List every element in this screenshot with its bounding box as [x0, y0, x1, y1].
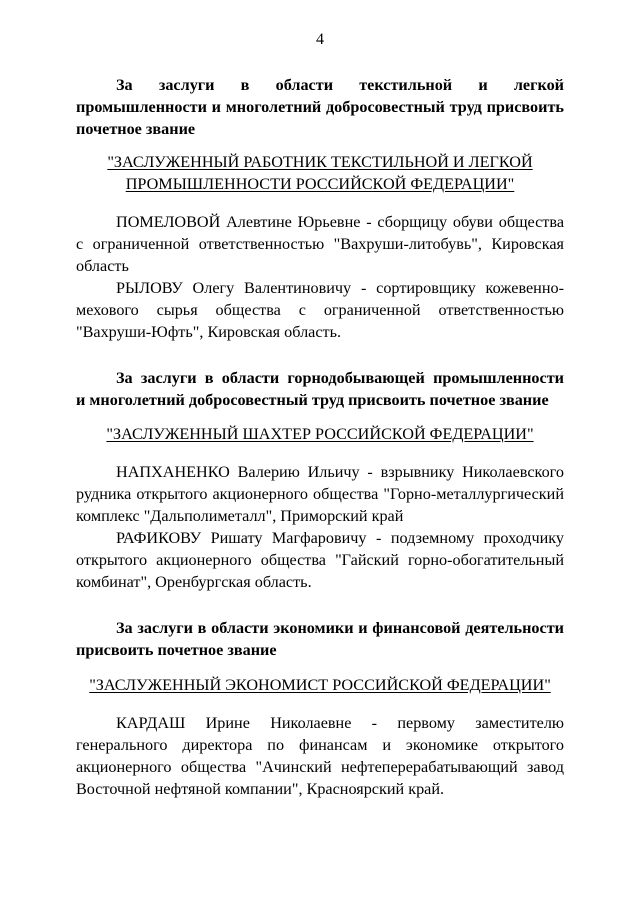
section-1-awardees: [76, 211, 564, 343]
section-1-heading-line-2: промышленности и многолетний добросовестный труд присвоить: [76, 98, 564, 116]
section-2-heading-line-2: и многолетний добросовестный труд присвоить почетное звание: [76, 391, 549, 409]
section-1-heading-line-3: почетное звание: [76, 120, 196, 138]
section-3-title: "ЗАСЛУЖЕННЫЙ ЭКОНОМИСТ РОССИЙСКОЙ ФЕДЕРАЦИИ": [89, 676, 551, 694]
section-2-title: "ЗАСЛУЖЕННЫЙ ШАХТЕР РОССИЙСКОЙ ФЕДЕРАЦИИ": [106, 425, 534, 443]
section-2-heading-line-1: За заслуги в области горнодобывающей промышленности: [116, 369, 564, 387]
section-1-title-line-2: ПРОМЫШЛЕННОСТИ РОССИЙСКОЙ ФЕДЕРАЦИИ": [125, 175, 515, 193]
section-1-heading-line-1: За заслуги в области текстильной и легкой: [116, 76, 564, 94]
section-3-awardees: [76, 712, 564, 800]
awardee-paragraph: КАРДАШ Ирине Николаевне - первому заместителю генерального директора по финансам и экономике открытого акционерного общества "Ачинский нефтеперерабатывающий завод Восточной нефтяной компании", Красноярский край.: [76, 714, 564, 798]
awardee-paragraph: НАПХАНЕНКО Валерию Ильичу - взрывнику Николаевского рудника открытого акционерного общества "Горно-металлургический комплекс "Дальполиметалл", Приморский край: [76, 463, 564, 525]
page-number: 4: [316, 31, 324, 48]
awardee-paragraph: РЫЛОВУ Олегу Валентиновичу - сортировщику кожевенно-мехового сырья общества с ограниченной ответственностью "Вахруши-Юфть", Кировская область.: [76, 279, 564, 341]
section-2-heading: [76, 367, 564, 411]
section-3-heading-line-2: присвоить почетное звание: [76, 641, 277, 659]
section-3-heading-line-1: За заслуги в области экономики и финансовой деятельности: [116, 619, 564, 637]
section-2-awardees: [76, 461, 564, 593]
awardee-paragraph: ПОМЕЛОВОЙ Алевтине Юрьевне - сборщицу обуви общества с ограниченной ответственностью "Вахруши-литобувь", Кировская область: [76, 213, 564, 275]
awardee-paragraph: РАФИКОВУ Ришату Магфаровичу - подземному проходчику открытого акционерного общества "Гайский горно-обогатительный комбинат", Оренбургская область.: [76, 529, 564, 591]
section-1-heading: [76, 74, 564, 140]
section-3-heading: [76, 617, 564, 661]
section-1-title-line-1: "ЗАСЛУЖЕННЫЙ РАБОТНИК ТЕКСТИЛЬНОЙ И ЛЕГКОЙ: [107, 153, 533, 171]
